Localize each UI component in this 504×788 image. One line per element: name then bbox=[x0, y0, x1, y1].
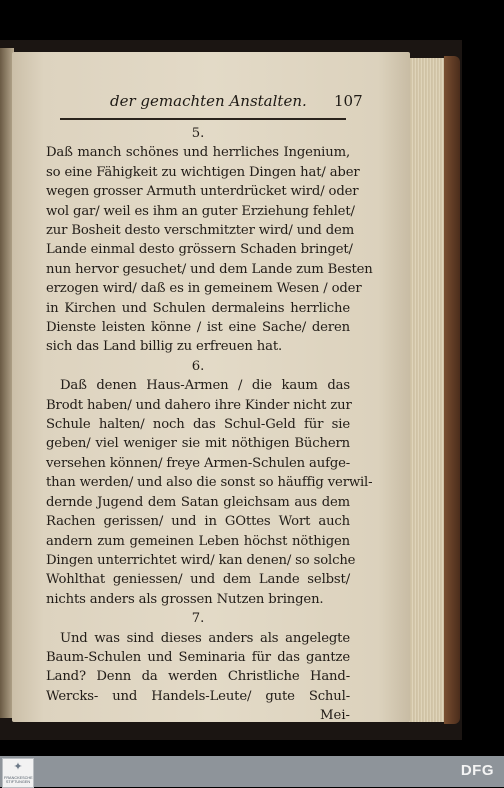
text-line: than werden/ und also die sonst so häuffig verwil- bbox=[46, 475, 373, 491]
text-line: Und was sind dieses anders als angelegte bbox=[60, 630, 350, 646]
text-line: in Kirchen und Schulen dermaleins herrliche bbox=[46, 300, 350, 316]
header-rule bbox=[60, 118, 346, 120]
catchword: Mei- bbox=[320, 708, 350, 724]
text-line: Lande einmal desto grössern Schaden bringet/ bbox=[46, 242, 353, 258]
section-number: 6. bbox=[191, 358, 205, 374]
text-line: wegen grosser Armuth unterdrücket wird/ oder bbox=[46, 184, 359, 200]
dfg-logo[interactable]: DFG bbox=[460, 762, 494, 779]
viewer-footer bbox=[0, 756, 504, 787]
text-line: andern zum gemeinen Leben höchst nöthigen bbox=[46, 533, 350, 549]
text-line: Baum-Schulen und Seminaria für das gantze bbox=[46, 649, 350, 665]
logo-text-line1: FRANCKESCHE bbox=[4, 776, 33, 780]
text-line: Daß denen Haus-Armen / die kaum das bbox=[60, 378, 350, 394]
text-line: Dienste leisten könne / ist eine Sache/ deren bbox=[46, 320, 350, 336]
text-line: Dingen unterrichtet wird/ kan denen/ so solche bbox=[46, 552, 356, 568]
text-line: nichts anders als grossen Nutzen bringen. bbox=[46, 591, 324, 607]
text-line: Brodt haben/ und dahero ihre Kinder nicht zur bbox=[46, 397, 352, 413]
book-cover-edge bbox=[444, 56, 460, 724]
body-text bbox=[46, 124, 373, 726]
text-line: erzogen wird/ daß es in gemeinem Wesen / oder bbox=[46, 281, 362, 297]
text-line: zur Bosheit desto verschmitzter wird/ und dem bbox=[46, 223, 355, 239]
text-line: Schule halten/ noch das Schul-Geld für sie bbox=[46, 417, 350, 433]
text-line: dernde Jugend dem Satan gleichsam aus dem bbox=[46, 494, 350, 510]
section-number: 7. bbox=[191, 611, 205, 627]
text-line: Land? Denn da werden Christliche Hand- bbox=[46, 669, 350, 685]
page-number: 107 bbox=[334, 92, 363, 110]
text-line: Wercks- und Handels-Leute/ gute Schul- bbox=[46, 688, 350, 704]
text-line: Rachen gerissen/ und in GOttes Wort auch bbox=[46, 514, 350, 530]
text-line: wol gar/ weil es ihm an guter Erziehung fehlet/ bbox=[46, 203, 355, 219]
text-line: nun hervor gesuchet/ und dem Lande zum Besten bbox=[46, 261, 373, 277]
text-line: geben/ viel weniger sie mit nöthigen Büchern bbox=[46, 436, 350, 452]
text-line: versehen können/ freye Armen-Schulen aufge- bbox=[46, 455, 351, 471]
logo-text-line2: STIFTUNGEN bbox=[5, 780, 31, 784]
text-line: so eine Fähigkeit zu wichtigen Dingen hat/ aber bbox=[46, 164, 360, 180]
logo-emblem-icon: ✦ bbox=[13, 760, 23, 773]
section-number: 5. bbox=[191, 126, 205, 141]
text-line: Wohlthat geniessen/ und dem Lande selbst/ bbox=[46, 572, 350, 588]
institution-logo[interactable] bbox=[2, 758, 34, 788]
text-line: Daß manch schönes und herrliches Ingenium, bbox=[46, 145, 350, 161]
text-line: sich das Land billig zu erfreuen hat. bbox=[46, 339, 283, 355]
running-title: der gemachten Anstalten. bbox=[110, 92, 307, 110]
